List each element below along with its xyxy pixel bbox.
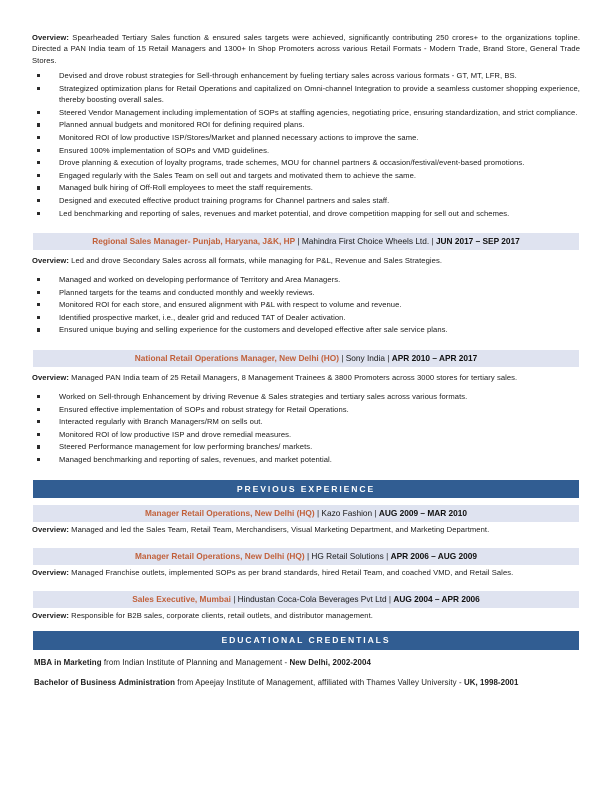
spacer <box>32 467 580 480</box>
square-bullet-icon <box>37 420 40 423</box>
square-bullet-icon <box>37 303 40 306</box>
bullet-item <box>32 70 580 81</box>
bullet-text: Steered Performance management for low performing branches/ markets. <box>59 442 313 452</box>
bullet-text: Ensured effective implementation of SOPs and robust strategy for Retail Operations. <box>59 404 349 414</box>
current-role-block <box>32 32 580 219</box>
education-degree: Bachelor of Business Administration <box>34 677 176 687</box>
bullet-text: Interacted regularly with Branch Managers/RM on sells out. <box>59 417 263 427</box>
job-national-overview <box>32 372 580 383</box>
job-regional-overview <box>32 255 580 266</box>
job-separator: | <box>314 508 322 519</box>
job-dates: AUG 2004 – APR 2006 <box>393 594 480 605</box>
job-company: HG Retail Solutions <box>311 551 384 562</box>
overview-text: Managed Franchise outlets, implemented SOPs as per brand standards, hired Retail Team, and coached VMD, and Retail Sales. <box>68 567 514 577</box>
previous-job-entry <box>32 505 580 535</box>
bullet-item <box>32 429 580 440</box>
bullet-item <box>32 391 580 402</box>
job-dates-national: APR 2010 – APR 2017 <box>391 353 478 364</box>
job-dates-regional: JUN 2017 – SEP 2017 <box>435 236 520 247</box>
previous-job-entry <box>32 591 580 621</box>
bullet-text: Steered Vendor Management including implementation of SOPs at staffing agencies, negotiating price, ensuring standardization, and strict compliance. <box>59 107 578 117</box>
job-regional-block <box>32 233 580 336</box>
bullet-item <box>32 157 580 168</box>
job-separator: | <box>339 353 346 364</box>
job-title-bar-national <box>33 350 579 367</box>
education-degree: MBA in Marketing <box>34 657 102 667</box>
job-role: Manager Retail Operations, New Delhi (HQ) <box>144 508 315 519</box>
job-overview <box>32 567 580 578</box>
job-separator: | <box>372 508 379 519</box>
current-role-bullet-list <box>32 70 580 219</box>
square-bullet-icon <box>37 111 40 114</box>
job-title-bar <box>33 591 579 608</box>
job-separator: | <box>384 353 392 364</box>
job-separator: | <box>383 551 391 562</box>
square-bullet-icon <box>37 408 40 411</box>
overview-label: Overview: <box>32 567 69 577</box>
bullet-item <box>32 132 580 143</box>
job-national-bullet-list <box>32 391 580 465</box>
education-entry <box>34 677 580 688</box>
job-separator: | <box>304 551 312 562</box>
square-bullet-icon <box>37 458 40 461</box>
bullet-item <box>32 312 580 323</box>
job-separator: | <box>230 594 238 605</box>
job-title-bar <box>33 548 579 565</box>
square-bullet-icon <box>37 199 40 202</box>
square-bullet-icon <box>37 291 40 294</box>
bullet-text: Ensured unique buying and selling experience for the customers and developed effective after sale service plans. <box>59 325 448 335</box>
overview-label: Overview: <box>32 372 69 382</box>
bullet-item <box>32 441 580 452</box>
job-national-block <box>32 350 580 465</box>
bullet-text: Managed bulk hiring of Off-Roll employees to meet the staff requirements. <box>59 183 313 193</box>
square-bullet-icon <box>37 74 40 77</box>
job-dates: APR 2006 – AUG 2009 <box>390 551 477 562</box>
job-separator: | <box>295 236 302 247</box>
job-dates: AUG 2009 – MAR 2010 <box>378 508 468 519</box>
overview-label: Overview: <box>32 255 69 265</box>
overview-label: Overview: <box>32 33 69 42</box>
job-role: Manager Retail Operations, New Delhi (HQ) <box>134 551 305 562</box>
education-institution: from Apeejay Institute of Management, affiliated with Thames Valley University - <box>175 677 464 687</box>
education-entry <box>34 657 580 668</box>
square-bullet-icon <box>37 395 40 398</box>
square-bullet-icon <box>37 149 40 152</box>
bullet-item <box>32 195 580 206</box>
bullet-text: Managed benchmarking and reporting of sales, revenues, and market potential. <box>59 454 332 464</box>
square-bullet-icon <box>37 212 40 215</box>
overview-label: Overview: <box>32 610 69 620</box>
bullet-item <box>32 416 580 427</box>
bullet-item <box>32 299 580 310</box>
job-title-bar-regional <box>33 233 579 250</box>
bullet-text: Planned targets for the teams and conducted monthly and weekly reviews. <box>59 287 315 297</box>
square-bullet-icon <box>37 136 40 139</box>
square-bullet-icon <box>37 174 40 177</box>
bullet-item <box>32 208 580 219</box>
bullet-item <box>32 274 580 285</box>
job-overview <box>32 524 580 535</box>
square-bullet-icon <box>37 316 40 319</box>
job-regional-bullet-list <box>32 274 580 336</box>
job-separator: | <box>386 594 394 605</box>
job-role-national: National Retail Operations Manager, New Delhi (HO) <box>134 353 339 364</box>
bullet-text: Managed and worked on developing performance of Territory and Area Managers. <box>59 275 341 285</box>
overview-text: Managed and led the Sales Team, Retail Team, Merchandisers, Visual Marketing Department, and Marketing Department. <box>68 524 490 534</box>
bullet-text: Monitored ROI of low productive ISP and drove remedial measures. <box>59 429 292 439</box>
square-bullet-icon <box>37 278 40 281</box>
bullet-item <box>32 324 580 335</box>
overview-text: Led and drove Secondary Sales across all formats, while managing for P&L, Revenue and Sales Strategies. <box>68 255 443 265</box>
job-company: Kazo Fashion <box>321 508 373 519</box>
square-bullet-icon <box>37 328 40 331</box>
section-header-educational-credentials: EDUCATIONAL CREDENTIALS <box>33 631 579 650</box>
overview-text: Spearheaded Tertiary Sales function & ensured sales targets were achieved, significantly contributing 250 crores+ to the organizations topline. Directed a PAN India team of 15 Retail Managers and 1300+ In Shop Promoters across various Retail Formats - Modern Trade, Brand Store, General Trade Stores. <box>32 33 580 65</box>
square-bullet-icon <box>37 433 40 436</box>
spacer <box>32 220 580 233</box>
bullet-item <box>32 170 580 181</box>
education-place-year: New Delhi, 2002-2004 <box>289 657 371 667</box>
bullet-text: Identified prospective market, i.e., dealer grid and reduced TAT of Dealer activation. <box>59 312 346 322</box>
bullet-text: Engaged regularly with the Sales Team on sell out and targets and motivated them to achieve the same. <box>59 170 417 180</box>
education-list <box>32 657 580 688</box>
bullet-text: Drove planning & execution of loyalty programs, trade schemes, MOU for channel partners & occasion/festival/event-based promotions. <box>59 158 525 168</box>
education-institution: from Indian Institute of Planning and Management - <box>101 657 290 667</box>
previous-job-entry <box>32 548 580 578</box>
bullet-item <box>32 287 580 298</box>
bullet-text: Monitored ROI of low productive ISP/Stores/Market and planned necessary actions to improve the same. <box>59 133 419 142</box>
square-bullet-icon <box>37 123 40 126</box>
overview-text: Responsible for B2B sales, corporate clients, retail outlets, and distributor management. <box>68 610 373 620</box>
bullet-text: Devised and drove robust strategies for Sell-through enhancement by fueling tertiary sales across various formats - GT, MT, LFR, BS. <box>59 71 517 81</box>
overview-label: Overview: <box>32 524 69 534</box>
bullet-text: Ensured 100% implementation of SOPs and VMD guidelines. <box>59 145 270 155</box>
bullet-text: Monitored ROI for each store, and ensured alignment with P&L with respect to volume and revenue. <box>59 300 402 310</box>
square-bullet-icon <box>37 161 40 164</box>
bullet-item <box>32 404 580 415</box>
square-bullet-icon <box>37 186 40 189</box>
bullet-item <box>32 107 580 118</box>
job-role: Sales Executive, Mumbai <box>132 594 231 605</box>
overview-text: Managed PAN India team of 25 Retail Managers, 8 Management Trainees & 3800 Promoters across 3000 stores for tertiary sales. <box>68 372 518 382</box>
bullet-item <box>32 83 580 106</box>
job-company-regional: Mahindra First Choice Wheels Ltd. <box>301 236 430 247</box>
job-role-regional: Regional Sales Manager- Punjab, Haryana, J&K, HP <box>92 236 296 247</box>
job-company: Hindustan Coca-Cola Beverages Pvt Ltd <box>237 594 387 605</box>
education-place-year: UK, 1998-2001 <box>463 677 519 687</box>
job-title-bar <box>33 505 579 522</box>
spacer <box>32 337 580 350</box>
job-company-national: Sony India <box>345 353 385 364</box>
bullet-item <box>32 145 580 156</box>
bullet-text: Worked on Sell-through Enhancement by driving Revenue & Sales strategies and tertiary sales across various formats. <box>59 391 468 401</box>
square-bullet-icon <box>37 87 40 90</box>
job-overview <box>32 610 580 621</box>
bullet-text: Designed and executed effective product training programs for Channel partners and sales staff. <box>59 195 390 205</box>
current-role-overview <box>32 32 580 66</box>
square-bullet-icon <box>37 445 40 448</box>
bullet-item <box>32 454 580 465</box>
section-header-previous-experience: PREVIOUS EXPERIENCE <box>33 480 579 499</box>
job-separator: | <box>429 236 436 247</box>
bullet-item <box>32 119 580 130</box>
bullet-text: Planned annual budgets and monitored ROI for defining required plans. <box>59 120 305 130</box>
bullet-item <box>32 182 580 193</box>
bullet-text: Strategized optimization plans for Retail Operations and capitalized on Omni-channel Integration to provide a seamless customer shopping experience, thereby boosting overall sales. <box>59 83 580 105</box>
previous-experience-list <box>32 505 580 621</box>
bullet-text: Led benchmarking and reporting of sales, revenues and market potential, and drove competition mapping for sell out and schemes. <box>59 208 510 218</box>
